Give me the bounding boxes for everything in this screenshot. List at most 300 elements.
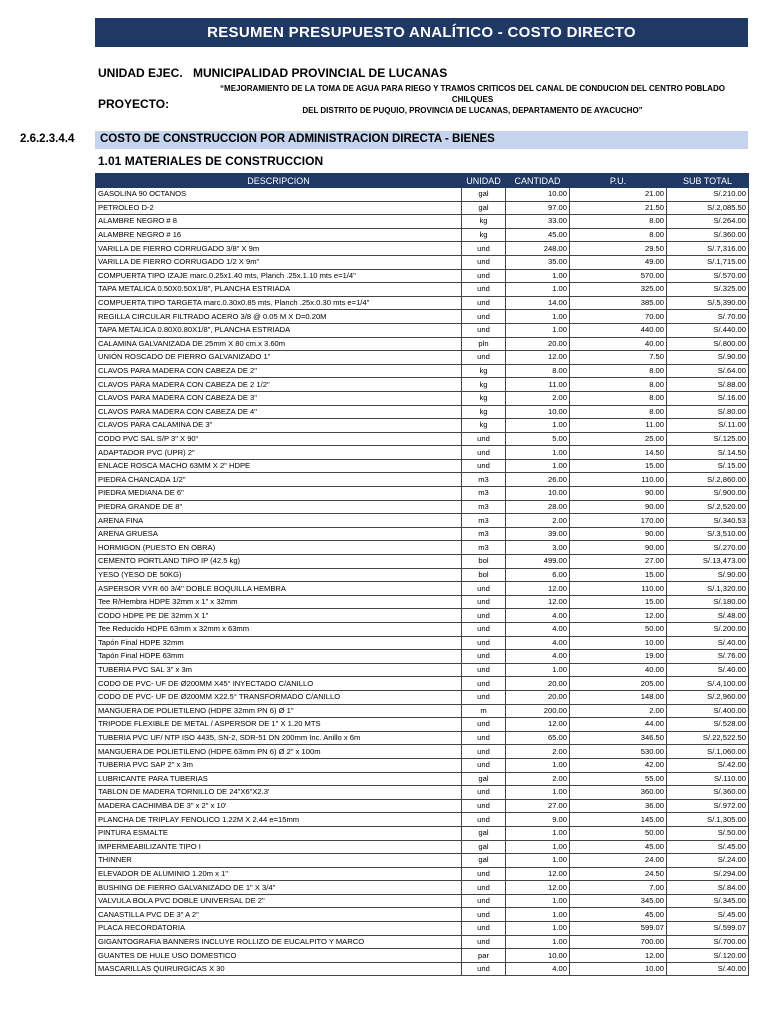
cell-descripcion: CODO DE PVC- UF DE Ø200MM X22.5° TRANSFORMADO C/ANILLO	[96, 690, 462, 704]
cell-subtotal: S/.70.00	[667, 310, 749, 324]
cell-unidad: und	[462, 745, 506, 759]
cell-cantidad: 1.00	[506, 758, 570, 772]
cell-descripcion: TUBERIA PVC SAL 3" x 3m	[96, 663, 462, 677]
unidad-label: UNIDAD EJEC.	[98, 66, 183, 80]
cell-cantidad: 26.00	[506, 473, 570, 487]
cell-cantidad: 4.00	[506, 650, 570, 664]
cell-subtotal: S/.45.00	[667, 908, 749, 922]
table-row	[96, 337, 749, 351]
cell-unidad: kg	[462, 215, 506, 229]
cell-descripcion: LUBRICANTE PARA TUBERIAS	[96, 772, 462, 786]
cell-subtotal: S/.76.00	[667, 650, 749, 664]
cell-cantidad: 1.00	[506, 840, 570, 854]
cell-descripcion: CLAVOS PARA MADERA CON CABEZA DE 3"	[96, 391, 462, 405]
table-row	[96, 813, 749, 827]
cell-cantidad: 1.00	[506, 786, 570, 800]
table-row	[96, 255, 749, 269]
cell-cantidad: 12.00	[506, 718, 570, 732]
cell-descripcion: ARENA FINA	[96, 514, 462, 528]
cell-descripcion: MANGUERA DE POLIETILENO (HDPE 63mm PN 6) Ø 2" x 100m	[96, 745, 462, 759]
cell-unidad: und	[462, 677, 506, 691]
cell-cantidad: 45.00	[506, 228, 570, 242]
cell-pu: 44.00	[570, 718, 667, 732]
cell-pu: 325.00	[570, 283, 667, 297]
table-row	[96, 650, 749, 664]
cell-cantidad: 2.00	[506, 772, 570, 786]
cell-descripcion: PINTURA ESMALTE	[96, 826, 462, 840]
cell-cantidad: 12.00	[506, 881, 570, 895]
section-title: COSTO DE CONSTRUCCION POR ADMINISTRACION DIRECTA - BIENES	[100, 133, 495, 145]
cell-pu: 110.00	[570, 582, 667, 596]
table-row	[96, 555, 749, 569]
cell-unidad: und	[462, 310, 506, 324]
cell-cantidad: 33.00	[506, 215, 570, 229]
cell-subtotal: S/.1,320.00	[667, 582, 749, 596]
cell-pu: 570.00	[570, 269, 667, 283]
cell-unidad: und	[462, 718, 506, 732]
cell-subtotal: S/.40.00	[667, 962, 749, 976]
cell-cantidad: 1.00	[506, 922, 570, 936]
cell-subtotal: S/.120.00	[667, 949, 749, 963]
cell-subtotal: S/.14.50	[667, 446, 749, 460]
cell-subtotal: S/.1,305.00	[667, 813, 749, 827]
table-row	[96, 215, 749, 229]
cell-unidad: m	[462, 704, 506, 718]
cell-unidad: bol	[462, 568, 506, 582]
cell-descripcion: TRIPODE FLEXIBLE DE METAL / ASPERSOR DE 1" X 1.20 MTS	[96, 718, 462, 732]
table-row	[96, 419, 749, 433]
cell-pu: 21.00	[570, 188, 667, 202]
cell-pu: 12.00	[570, 609, 667, 623]
cell-pu: 205.00	[570, 677, 667, 691]
cell-subtotal: S/.210.00	[667, 188, 749, 202]
cell-descripcion: PETROLEO D-2	[96, 201, 462, 215]
table-row	[96, 323, 749, 337]
cell-cantidad: 12.00	[506, 582, 570, 596]
cell-subtotal: S/.2,085.50	[667, 201, 749, 215]
table-row	[96, 623, 749, 637]
cell-cantidad: 97.00	[506, 201, 570, 215]
cell-unidad: und	[462, 813, 506, 827]
table-row	[96, 473, 749, 487]
table-row	[96, 690, 749, 704]
cell-descripcion: CODO PVC SAL S/P 3" X 90°	[96, 432, 462, 446]
cell-pu: 19.00	[570, 650, 667, 664]
table-row	[96, 188, 749, 202]
materials-table	[95, 173, 749, 976]
cell-subtotal: S/.599.07	[667, 922, 749, 936]
cell-pu: 14.50	[570, 446, 667, 460]
table-row	[96, 527, 749, 541]
cell-cantidad: 1.00	[506, 826, 570, 840]
table-row	[96, 636, 749, 650]
cell-unidad: und	[462, 269, 506, 283]
cell-descripcion: TUBERIA PVC UF/ NTP ISO 4435, SN-2, SDR-51 DN 200mm Inc. Anillo x 6m	[96, 731, 462, 745]
cell-pu: 36.00	[570, 799, 667, 813]
cell-unidad: m3	[462, 487, 506, 501]
cell-cantidad: 20.00	[506, 677, 570, 691]
cell-descripcion: ENLACE ROSCA MACHO 63MM X 2" HDPE	[96, 459, 462, 473]
cell-pu: 110.00	[570, 473, 667, 487]
cell-cantidad: 2.00	[506, 391, 570, 405]
cell-cantidad: 1.00	[506, 459, 570, 473]
cell-descripcion: Tee Reducido HDPE 63mm x 32mm x 63mm	[96, 623, 462, 637]
cell-unidad: par	[462, 949, 506, 963]
cell-subtotal: S/.360.00	[667, 228, 749, 242]
cell-subtotal: S/.40.00	[667, 663, 749, 677]
table-row	[96, 487, 749, 501]
cell-unidad: und	[462, 242, 506, 256]
cell-subtotal: S/.110.00	[667, 772, 749, 786]
cell-unidad: und	[462, 459, 506, 473]
cell-descripcion: CLAVOS PARA MADERA CON CABEZA DE 2 1/2"	[96, 378, 462, 392]
cell-unidad: und	[462, 595, 506, 609]
cell-pu: 385.00	[570, 296, 667, 310]
cell-unidad: kg	[462, 419, 506, 433]
cell-subtotal: S/.325.00	[667, 283, 749, 297]
cell-descripcion: MADERA CACHIMBA DE 3" x 2" x 10'	[96, 799, 462, 813]
cell-unidad: m3	[462, 541, 506, 555]
cell-pu: 170.00	[570, 514, 667, 528]
cell-descripcion: ALAMBRE NEGRO # 16	[96, 228, 462, 242]
cell-subtotal: S/.345.00	[667, 894, 749, 908]
table-row	[96, 296, 749, 310]
cell-unidad: und	[462, 799, 506, 813]
cell-unidad: und	[462, 446, 506, 460]
cell-subtotal: S/.200.00	[667, 623, 749, 637]
project-line-1: “MEJORAMIENTO DE LA TOMA DE AGUA PARA RIEGO Y TRAMOS CRITICOS DEL CANAL DE CONDUCION DEL CENTRO POBLADO CHILQUES	[220, 84, 725, 104]
cell-pu: 40.00	[570, 337, 667, 351]
cell-cantidad: 6.00	[506, 568, 570, 582]
cell-subtotal: S/.3,510.00	[667, 527, 749, 541]
cell-subtotal: S/.40.00	[667, 636, 749, 650]
cell-pu: 8.00	[570, 378, 667, 392]
cell-subtotal: S/.180.00	[667, 595, 749, 609]
cell-unidad: und	[462, 894, 506, 908]
cell-cantidad: 35.00	[506, 255, 570, 269]
cell-descripcion: REGILLA CIRCULAR FILTRADO ACERO 3/8 @ 0.05 M X D=0.20M	[96, 310, 462, 324]
cell-descripcion: ALAMBRE NEGRO # 8	[96, 215, 462, 229]
cell-cantidad: 10.00	[506, 405, 570, 419]
table-row	[96, 541, 749, 555]
table-row	[96, 663, 749, 677]
cell-subtotal: S/.16.00	[667, 391, 749, 405]
cell-cantidad: 1.00	[506, 323, 570, 337]
section-code: 2.6.2.3.4.4	[20, 133, 75, 145]
cell-unidad: kg	[462, 364, 506, 378]
cell-pu: 2.00	[570, 704, 667, 718]
cell-cantidad: 5.00	[506, 432, 570, 446]
cell-unidad: und	[462, 351, 506, 365]
cell-unidad: bol	[462, 555, 506, 569]
cell-subtotal: S/.4,100.00	[667, 677, 749, 691]
cell-pu: 700.00	[570, 935, 667, 949]
header-unidad: UNIDAD	[462, 174, 506, 188]
cell-cantidad: 4.00	[506, 962, 570, 976]
table-row	[96, 704, 749, 718]
table-row	[96, 459, 749, 473]
table-row	[96, 609, 749, 623]
table-row	[96, 405, 749, 419]
cell-unidad: m3	[462, 473, 506, 487]
table-row	[96, 378, 749, 392]
subsection-title: 1.01 MATERIALES DE CONSTRUCCION	[98, 154, 324, 168]
cell-cantidad: 1.00	[506, 419, 570, 433]
cell-cantidad: 11.00	[506, 378, 570, 392]
cell-unidad: kg	[462, 378, 506, 392]
table-row	[96, 310, 749, 324]
cell-cantidad: 1.00	[506, 908, 570, 922]
cell-subtotal: S/.2,520.00	[667, 500, 749, 514]
cell-descripcion: CANASTILLA PVC DE 3" A 2"	[96, 908, 462, 922]
cell-pu: 7.00	[570, 881, 667, 895]
cell-pu: 148.00	[570, 690, 667, 704]
cell-descripcion: CLAVOS PARA CALAMINA DE 3"	[96, 419, 462, 433]
cell-unidad: und	[462, 650, 506, 664]
cell-unidad: und	[462, 881, 506, 895]
cell-unidad: und	[462, 867, 506, 881]
cell-pu: 15.00	[570, 459, 667, 473]
cell-pu: 360.00	[570, 786, 667, 800]
table-row	[96, 500, 749, 514]
table-row	[96, 799, 749, 813]
cell-subtotal: S/.2,960.00	[667, 690, 749, 704]
table-row	[96, 432, 749, 446]
cell-cantidad: 10.00	[506, 487, 570, 501]
cell-pu: 8.00	[570, 405, 667, 419]
cell-descripcion: VARILLA DE FIERRO CORRUGADO 1/2 X 9m"	[96, 255, 462, 269]
cell-unidad: gal	[462, 840, 506, 854]
cell-subtotal: S/.294.00	[667, 867, 749, 881]
cell-subtotal: S/.11.00	[667, 419, 749, 433]
cell-unidad: und	[462, 731, 506, 745]
cell-pu: 145.00	[570, 813, 667, 827]
cell-unidad: und	[462, 296, 506, 310]
cell-descripcion: MASCARILLAS QUIRURGICAS X 30	[96, 962, 462, 976]
project-line-2: DEL DISTRITO DE PUQUIO, PROVINCIA DE LUCANAS, DEPARTAMENTO DE AYACUCHO”	[302, 106, 643, 115]
cell-cantidad: 1.00	[506, 894, 570, 908]
cell-unidad: gal	[462, 854, 506, 868]
header-pu: P.U.	[570, 174, 667, 188]
cell-subtotal: S/.1,715.00	[667, 255, 749, 269]
cell-unidad: und	[462, 432, 506, 446]
cell-unidad: m3	[462, 527, 506, 541]
table-row	[96, 568, 749, 582]
proyecto-label: PROYECTO:	[98, 97, 170, 111]
cell-descripcion: ASPERSOR VYR 60 3/4" DOBLE BOQUILLA HEMBRA	[96, 582, 462, 596]
header-subtotal: SUB TOTAL	[667, 174, 749, 188]
table-row	[96, 446, 749, 460]
cell-subtotal: S/.2,860.00	[667, 473, 749, 487]
cell-subtotal: S/.440.00	[667, 323, 749, 337]
cell-subtotal: S/.90.00	[667, 568, 749, 582]
cell-pu: 29.50	[570, 242, 667, 256]
cell-cantidad: 12.00	[506, 595, 570, 609]
table-row	[96, 745, 749, 759]
cell-subtotal: S/.360.00	[667, 786, 749, 800]
cell-cantidad: 2.00	[506, 514, 570, 528]
cell-subtotal: S/.400.00	[667, 704, 749, 718]
cell-descripcion: PLACA RECORDATORIA	[96, 922, 462, 936]
cell-pu: 25.00	[570, 432, 667, 446]
cell-pu: 24.50	[570, 867, 667, 881]
cell-descripcion: IMPERMEABILIZANTE TIPO I	[96, 840, 462, 854]
unidad-value: MUNICIPALIDAD PROVINCIAL DE LUCANAS	[193, 66, 448, 80]
cell-descripcion: BUSHING DE FIERRO GALVANIZADO DE 1" X 3/4"	[96, 881, 462, 895]
cell-subtotal: S/.700.00	[667, 935, 749, 949]
cell-cantidad: 1.00	[506, 310, 570, 324]
cell-descripcion: TUBERIA PVC SAP 2" x 3m	[96, 758, 462, 772]
cell-descripcion: VALVULA BOLA PVC DOBLE UNIVERSAL DE 2"	[96, 894, 462, 908]
cell-unidad: m3	[462, 514, 506, 528]
cell-subtotal: S/.800.00	[667, 337, 749, 351]
cell-cantidad: 12.00	[506, 351, 570, 365]
table-row	[96, 731, 749, 745]
table-row	[96, 514, 749, 528]
cell-cantidad: 2.00	[506, 745, 570, 759]
cell-pu: 50.00	[570, 826, 667, 840]
cell-pu: 530.00	[570, 745, 667, 759]
cell-cantidad: 4.00	[506, 636, 570, 650]
cell-descripcion: HORMIGON (PUESTO EN OBRA)	[96, 541, 462, 555]
cell-cantidad: 20.00	[506, 690, 570, 704]
cell-cantidad: 1.00	[506, 663, 570, 677]
cell-descripcion: TAPA METALICA 0.50X0.50X1/8", PLANCHA ESTRIADA	[96, 283, 462, 297]
cell-subtotal: S/.50.00	[667, 826, 749, 840]
table-row	[96, 758, 749, 772]
cell-pu: 24.00	[570, 854, 667, 868]
cell-unidad: und	[462, 922, 506, 936]
cell-subtotal: S/.1,060.00	[667, 745, 749, 759]
cell-unidad: und	[462, 786, 506, 800]
cell-cantidad: 3.00	[506, 541, 570, 555]
cell-unidad: gal	[462, 826, 506, 840]
table-row	[96, 867, 749, 881]
cell-pu: 40.00	[570, 663, 667, 677]
cell-pu: 21.50	[570, 201, 667, 215]
cell-pu: 55.00	[570, 772, 667, 786]
cell-subtotal: S/.15.00	[667, 459, 749, 473]
cell-cantidad: 9.00	[506, 813, 570, 827]
cell-descripcion: TABLON DE MADERA TORNILLO DE 24"X6"X2.3'	[96, 786, 462, 800]
table-row	[96, 840, 749, 854]
cell-pu: 8.00	[570, 215, 667, 229]
cell-subtotal: S/.64.00	[667, 364, 749, 378]
table-row	[96, 283, 749, 297]
header-descripcion: DESCRIPCION	[96, 174, 462, 188]
cell-pu: 8.00	[570, 364, 667, 378]
cell-subtotal: S/.270.00	[667, 541, 749, 555]
cell-unidad: gal	[462, 772, 506, 786]
cell-pu: 11.00	[570, 419, 667, 433]
table-row	[96, 718, 749, 732]
cell-cantidad: 1.00	[506, 269, 570, 283]
cell-pu: 90.00	[570, 527, 667, 541]
cell-subtotal: S/.264.00	[667, 215, 749, 229]
table-header-row	[96, 174, 749, 188]
cell-subtotal: S/.90.00	[667, 351, 749, 365]
header-cantidad: CANTIDAD	[506, 174, 570, 188]
cell-subtotal: S/.5,390.00	[667, 296, 749, 310]
cell-cantidad: 20.00	[506, 337, 570, 351]
cell-subtotal: S/.24.00	[667, 854, 749, 868]
cell-cantidad: 1.00	[506, 854, 570, 868]
cell-cantidad: 10.00	[506, 188, 570, 202]
cell-subtotal: S/.900.00	[667, 487, 749, 501]
cell-descripcion: CLAVOS PARA MADERA CON CABEZA DE 4"	[96, 405, 462, 419]
cell-cantidad: 39.00	[506, 527, 570, 541]
cell-descripcion: PIEDRA GRANDE DE 8"	[96, 500, 462, 514]
cell-descripcion: YESO (YESO DE 50KG)	[96, 568, 462, 582]
cell-pu: 346.50	[570, 731, 667, 745]
table-body	[96, 188, 749, 976]
cell-cantidad: 12.00	[506, 867, 570, 881]
cell-unidad: kg	[462, 391, 506, 405]
cell-pu: 8.00	[570, 228, 667, 242]
cell-cantidad: 1.00	[506, 446, 570, 460]
cell-descripcion: CLAVOS PARA MADERA CON CABEZA DE 2"	[96, 364, 462, 378]
cell-unidad: kg	[462, 228, 506, 242]
cell-pu: 599.07	[570, 922, 667, 936]
cell-descripcion: UNIÓN ROSCADO DE FIERRO GALVANIZADO 1"	[96, 351, 462, 365]
table-row	[96, 922, 749, 936]
cell-descripcion: CEMENTO PORTLAND TIPO IP (42.5 kg)	[96, 555, 462, 569]
project-description	[200, 83, 745, 116]
cell-descripcion: CALAMINA GALVANIZADA DE 25mm X 80 cm.x 3.60m	[96, 337, 462, 351]
cell-subtotal: S/.80.00	[667, 405, 749, 419]
cell-cantidad: 4.00	[506, 609, 570, 623]
cell-pu: 345.00	[570, 894, 667, 908]
cell-descripcion: COMPUERTA TIPO IZAJE marc.0.25x1.40 mts, Planch .25x.1.10 mts e=1/4"	[96, 269, 462, 283]
cell-subtotal: S/.340.53	[667, 514, 749, 528]
table-row	[96, 269, 749, 283]
cell-pu: 90.00	[570, 500, 667, 514]
cell-cantidad: 4.00	[506, 623, 570, 637]
table-row	[96, 391, 749, 405]
cell-pu: 10.00	[570, 636, 667, 650]
cell-subtotal: S/.45.00	[667, 840, 749, 854]
document-title: RESUMEN PRESUPUESTO ANALÍTICO - COSTO DIRECTO	[95, 18, 748, 47]
cell-cantidad: 10.00	[506, 949, 570, 963]
table-row	[96, 772, 749, 786]
table-row	[96, 826, 749, 840]
cell-pu: 45.00	[570, 908, 667, 922]
cell-unidad: und	[462, 609, 506, 623]
cell-subtotal: S/.570.00	[667, 269, 749, 283]
cell-descripcion: Tapón Final HDPE 32mm	[96, 636, 462, 650]
cell-descripcion: CODO DE PVC- UF DE Ø200MM X45° INYECTADO C/ANILLO	[96, 677, 462, 691]
table-row	[96, 786, 749, 800]
cell-descripcion: TAPA METALICA 0.80X0.80X1/8", PLANCHA ESTRIADA	[96, 323, 462, 337]
cell-pu: 70.00	[570, 310, 667, 324]
cell-unidad: und	[462, 935, 506, 949]
cell-subtotal: S/.42.00	[667, 758, 749, 772]
cell-unidad: und	[462, 908, 506, 922]
cell-unidad: und	[462, 323, 506, 337]
table-row	[96, 595, 749, 609]
table-row	[96, 677, 749, 691]
cell-unidad: gal	[462, 188, 506, 202]
cell-pu: 45.00	[570, 840, 667, 854]
cell-descripcion: ARENA GRUESA	[96, 527, 462, 541]
cell-descripcion: GUANTES DE HULE USO DOMESTICO	[96, 949, 462, 963]
cell-unidad: und	[462, 255, 506, 269]
cell-subtotal: S/.7,316.00	[667, 242, 749, 256]
table-row	[96, 935, 749, 949]
cell-cantidad: 28.00	[506, 500, 570, 514]
cell-pu: 90.00	[570, 541, 667, 555]
cell-pu: 50.00	[570, 623, 667, 637]
